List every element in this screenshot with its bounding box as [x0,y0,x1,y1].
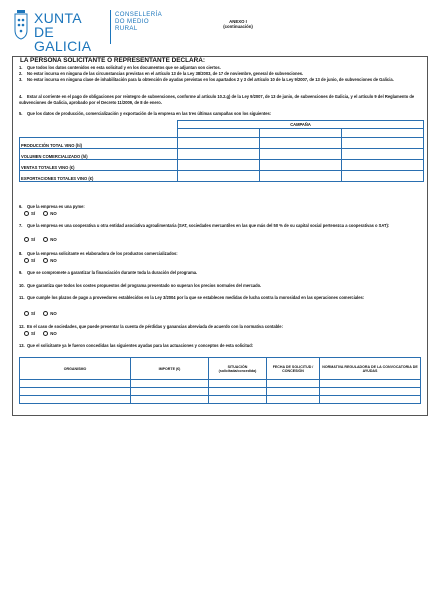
value-cell[interactable] [342,138,424,149]
aid-cell[interactable] [267,388,320,396]
aid-cell[interactable] [20,396,131,404]
aid-cell[interactable] [20,388,131,396]
no-radio[interactable] [43,258,48,263]
yes-radio[interactable] [24,331,29,336]
aid-cell[interactable] [131,396,209,404]
yes-radio[interactable] [24,211,29,216]
aid-cell[interactable] [320,388,421,396]
item-6-options: SÍ NO [24,211,64,216]
table-row-label: VENTAS TOTALES VINO (€) [20,160,178,171]
aid-cell[interactable] [267,380,320,388]
table-row-label: EXPORTACIONES TOTALES VINO (€) [20,171,178,182]
campaign-header: CAMPAÑA [178,121,424,129]
item-7-options: SÍ NO [24,237,64,242]
declaration-item-8: 8. Que la empresa solicitante es elaboradora de los productos comercializados: [19,251,178,256]
value-cell[interactable] [260,171,342,182]
campaign-cell[interactable] [260,129,342,138]
aid-cell[interactable] [209,396,267,404]
campaign-cell[interactable] [178,129,260,138]
declaration-item-13: 13. Que el solicitante ya le fueron concedidas las siguientes ayudas para las actuaciones y conceptos de esta solicitud: [19,343,254,348]
item-8-options: SÍ NO [24,258,64,263]
aid-cell[interactable] [320,380,421,388]
table-row-label: VOLUMEN COMERCIALIZADO (hl) [20,149,178,160]
item-12-options: SÍ NO [24,331,64,336]
yes-radio[interactable] [24,311,29,316]
galicia-shield-icon [12,10,30,40]
no-radio[interactable] [43,311,48,316]
value-cell[interactable] [342,160,424,171]
declaration-item-5: 5. Que los datos de producción, comercialización y exportación de la empresa en las tres últimas campañas son los siguientes: [19,111,272,116]
value-cell[interactable] [260,149,342,160]
declaration-item-6: 6. Que la empresa es una pyme: [19,204,85,209]
aid-cell[interactable] [267,396,320,404]
value-cell[interactable] [260,138,342,149]
no-radio[interactable] [43,237,48,242]
aid-cell[interactable] [131,388,209,396]
aid-table [19,357,421,404]
declaration-item-2: 2. No estar incursa en ninguna de las circunstancias previstas en el artículo 13 de la Ley 38/2003, de 17 de noviembre, general de subvenciones. [19,71,304,76]
declaration-item-11: 11. Que cumple los plazos de pago a proveedores establecidos en la Ley 3/2004 por la que se establecen medidas de lucha contra la morosidad en las operaciones comerciales: [19,295,365,300]
value-cell[interactable] [178,149,260,160]
annex-label: ANEXO I (continuación) [223,19,253,29]
declaration-item-9: 9. Que se compromete a garantizar la financiación durante toda la duración del programa. [19,270,198,275]
declaration-item-4: 4. Estar al corriente en el pago de obligaciones por reintegro de subvenciones, conforme al artículo 10.2.g) de la Ley 9/2007, de 13 de junio, de subvenciones de Galicia, y el artículo 9 del Reglamento de subvenciones de Galicia, aprobado por el Decreto 11/2009, de 8 de enero. [19,94,415,105]
no-radio[interactable] [43,211,48,216]
department-name: CONSELLERÍA DO MEDIO RURAL [115,11,163,32]
campaign-cell[interactable] [342,129,424,138]
col-situacion: SITUACIÓN (solicitada/concedida) [209,358,267,380]
col-importe: IMPORTE (€) [131,358,209,380]
declaration-title: LA PERSONA SOLICITANTE O REPRESENTANTE DECLARA: [20,57,205,64]
table-row-label: PRODUCCIÓN TOTAL VINO (hl) [20,138,178,149]
no-radio[interactable] [43,331,48,336]
aid-cell[interactable] [320,396,421,404]
value-cell[interactable] [342,149,424,160]
declaration-item-12: 12. En el caso de sociedades, que puede presentar la cuenta de pérdidas y ganancias abreviada de acuerdo con la normativa contable: [19,324,283,329]
production-table [19,120,424,182]
aid-cell[interactable] [20,380,131,388]
yes-radio[interactable] [24,237,29,242]
value-cell[interactable] [342,171,424,182]
value-cell[interactable] [178,138,260,149]
col-fecha: FECHA DE SOLICITUD / CONCESIÓN [267,358,320,380]
value-cell[interactable] [260,160,342,171]
aid-cell[interactable] [131,380,209,388]
col-organismo: ORGANISMO [20,358,131,380]
declaration-item-1: 1. Que todos los datos contenidos en esta solicitud y en los documentos que se adjuntan son ciertos. [19,65,221,70]
declaration-item-7: 7. Que la empresa es una cooperativa u otra entidad asociativa agroalimentaria (SAT, sociedades mercantiles en las que más del 50 % de su capital social pertenezca a cooperativas o SAT): [19,223,390,228]
declaration-item-3: 3. No estar incursa en ninguna clase de inhabilitación para la obtención de ayudas previstas en los apartados 2 y 3 del artículo 10 de la Ley 9/2007, de 13 de junio, de subvenciones de Galicia. [19,77,394,82]
aid-cell[interactable] [209,388,267,396]
logo-divider [110,10,111,44]
aid-cell[interactable] [209,380,267,388]
value-cell[interactable] [178,171,260,182]
col-normativa: NORMATIVA REGULADORA DE LA CONVOCATORIA DE AYUDAS [320,358,421,380]
xunta-logo [12,8,163,54]
value-cell[interactable] [178,160,260,171]
item-11-options: SÍ NO [24,311,64,316]
declaration-item-10: 10. Que garantiza que todos los costes propuestos del programa presentado no superan los precios normales del mercado. [19,283,262,288]
org-name: XUNTA DE GALICIA [34,10,92,54]
yes-radio[interactable] [24,258,29,263]
